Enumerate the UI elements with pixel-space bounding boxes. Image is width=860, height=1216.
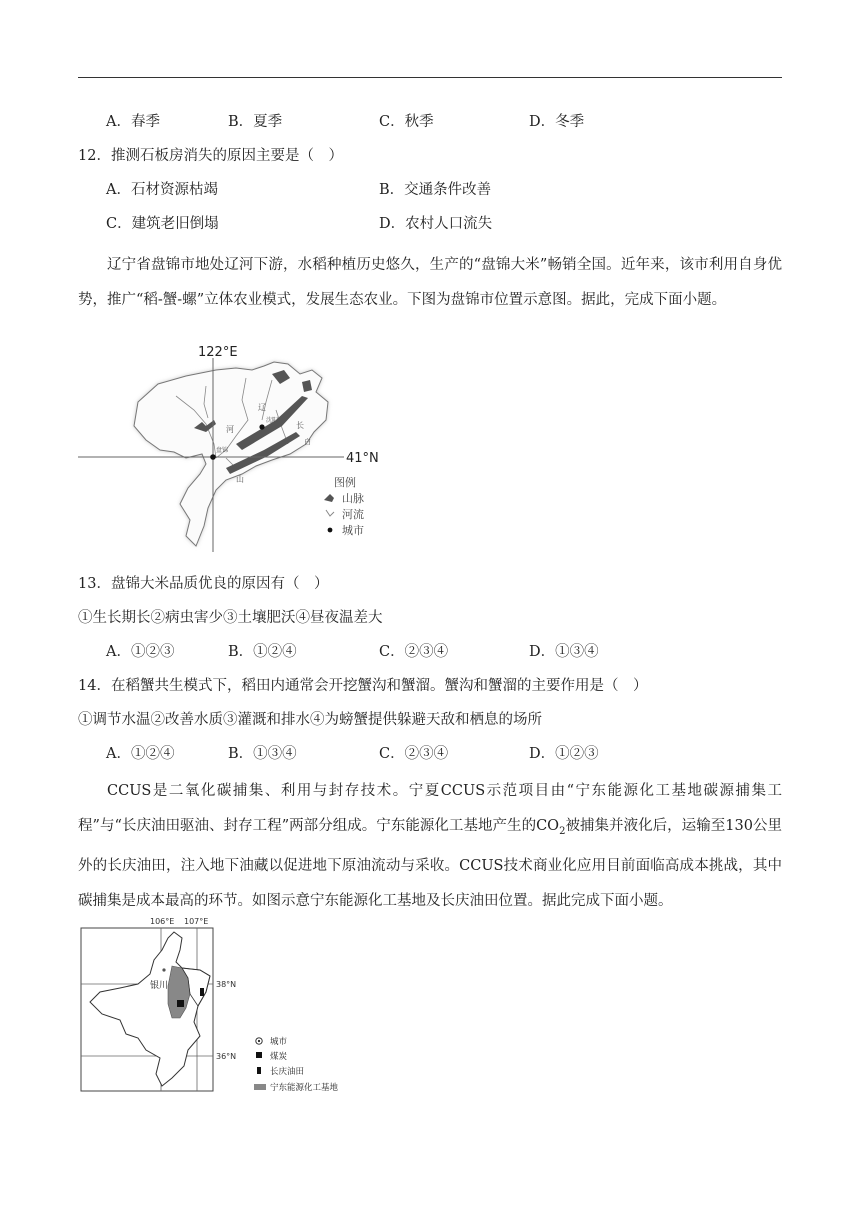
map1-lat-label: 41°N	[346, 451, 379, 466]
passage-ccus-part1: CCUS是二氧化碳捕集、利用与封存技术。宁夏CCUS示范项目由“宁东能源化工基地碳源捕集工程”与“长庆油田驱油、封存工程”两部分组成。宁东能源化工基地产生的CO	[78, 783, 782, 834]
q11-option-a[interactable]: A．春季	[106, 114, 160, 130]
passage-ccus-part2: 被捕集并液化后，运输至130公里外的长庆油田，注入地下油藏以促进地下原油流动与采收。CCUS技术商业化应用目前面临高成本挑战，其中碳捕集是成本最高的环节。如图示意宁东能源化工基地及长庆油田位置。据此完成下面小题。	[78, 818, 782, 909]
oilfield-legend-icon	[257, 1067, 261, 1074]
map2-legend-oilfield: 长庆油田	[270, 1067, 305, 1077]
map1-label-he: 河	[226, 425, 234, 434]
passage-panjin: 辽宁省盘锦市地处辽河下游，水稻种植历史悠久，生产的“盘锦大米”畅销全国。近年来，该市利用自身优势，推广“稻-蟹-螺”立体农业模式，发展生态农业。下图为盘锦市位置示意图。据此，完成下面小题。	[78, 257, 782, 308]
q11-option-d[interactable]: D．冬季	[529, 114, 585, 130]
q14-stem: 14．在稻蟹共生模式下，稻田内通常会开挖蟹沟和蟹溜。蟹沟和蟹溜的主要作用是（ ）	[78, 678, 648, 694]
q12-stem: 12．推测石板房消失的原因主要是（ ）	[78, 148, 343, 164]
q13-choices: ①生长期长②病虫害少③土壤肥沃④昼夜温差大	[78, 610, 383, 626]
co2-subscript: 2	[559, 825, 566, 837]
header-rule	[78, 77, 782, 78]
map2-legend	[254, 1036, 339, 1093]
panjin-city-marker	[210, 454, 216, 460]
map2-legend-city: 城市	[270, 1037, 288, 1047]
q12-option-b[interactable]: B．交通条件改善	[379, 182, 492, 198]
oilfield-marker	[200, 988, 204, 996]
city-legend-icon	[328, 528, 333, 533]
map1-label-chang: 长	[296, 421, 304, 430]
map1-legend-mountain: 山脉	[342, 492, 364, 505]
ningdong-location-map	[76, 910, 366, 1100]
map2-legend-base: 宁东能源化工基地	[270, 1083, 339, 1093]
yinchuan-city-marker	[162, 968, 165, 971]
q14-option-b[interactable]: B．①③④	[228, 746, 297, 762]
q12-option-d[interactable]: D．农村人口流失	[379, 216, 493, 232]
river-legend-icon	[326, 510, 334, 516]
map1-label-shenyang: 沈阳	[266, 417, 279, 424]
map1-legend-title: 图例	[334, 476, 356, 489]
map2-yinchuan-label: 银川	[150, 981, 169, 991]
q13-option-a[interactable]: A．①②③	[106, 644, 175, 660]
q12-option-c[interactable]: C．建筑老旧倒塌	[106, 216, 219, 232]
q14-option-d[interactable]: D．①②③	[529, 746, 599, 762]
base-legend-icon	[254, 1084, 266, 1090]
map1-legend	[324, 475, 364, 537]
q11-option-b[interactable]: B．夏季	[228, 114, 283, 130]
liaoning-outline	[134, 362, 328, 546]
q11-option-c[interactable]: C．秋季	[379, 114, 434, 130]
map2-lon-106: 106°E	[150, 917, 175, 926]
map2-lon-107: 107°E	[184, 917, 209, 926]
panjin-location-map	[76, 340, 396, 552]
map1-label-panjin: 盘锦	[216, 447, 229, 454]
q13-stem: 13．盘锦大米品质优良的原因有（ ）	[78, 576, 329, 592]
map1-legend-city: 城市	[342, 524, 364, 537]
q14-option-a[interactable]: A．①②④	[106, 746, 175, 762]
coal-legend-icon	[256, 1052, 262, 1058]
map1-label-bai: 白	[304, 438, 311, 446]
map2-lat-38: 38°N	[216, 980, 237, 989]
q13-option-b[interactable]: B．①②④	[228, 644, 297, 660]
map1-label-shan: 山	[236, 475, 244, 484]
q12-option-a[interactable]: A．石材资源枯竭	[106, 182, 218, 198]
coal-marker	[177, 1000, 184, 1007]
map1-legend-river: 河流	[342, 508, 364, 521]
map2-lat-36: 36°N	[216, 1052, 237, 1061]
shenyang-city-marker	[259, 424, 264, 429]
q13-option-d[interactable]: D．①③④	[529, 644, 599, 660]
q14-choices: ①调节水温②改善水质③灌溉和排水④为螃蟹提供躲避天敌和栖息的场所	[78, 712, 542, 728]
map1-lon-label: 122°E	[198, 345, 238, 360]
map1-label-liao: 辽	[258, 403, 266, 412]
passage-ccus	[78, 774, 782, 919]
ningxia-outline	[90, 932, 210, 1086]
map2-legend-coal: 煤炭	[270, 1052, 288, 1062]
mountain-legend-icon	[324, 494, 334, 502]
city-legend-dot	[258, 1040, 260, 1042]
q13-option-c[interactable]: C．②③④	[379, 644, 449, 660]
q14-option-c[interactable]: C．②③④	[379, 746, 449, 762]
